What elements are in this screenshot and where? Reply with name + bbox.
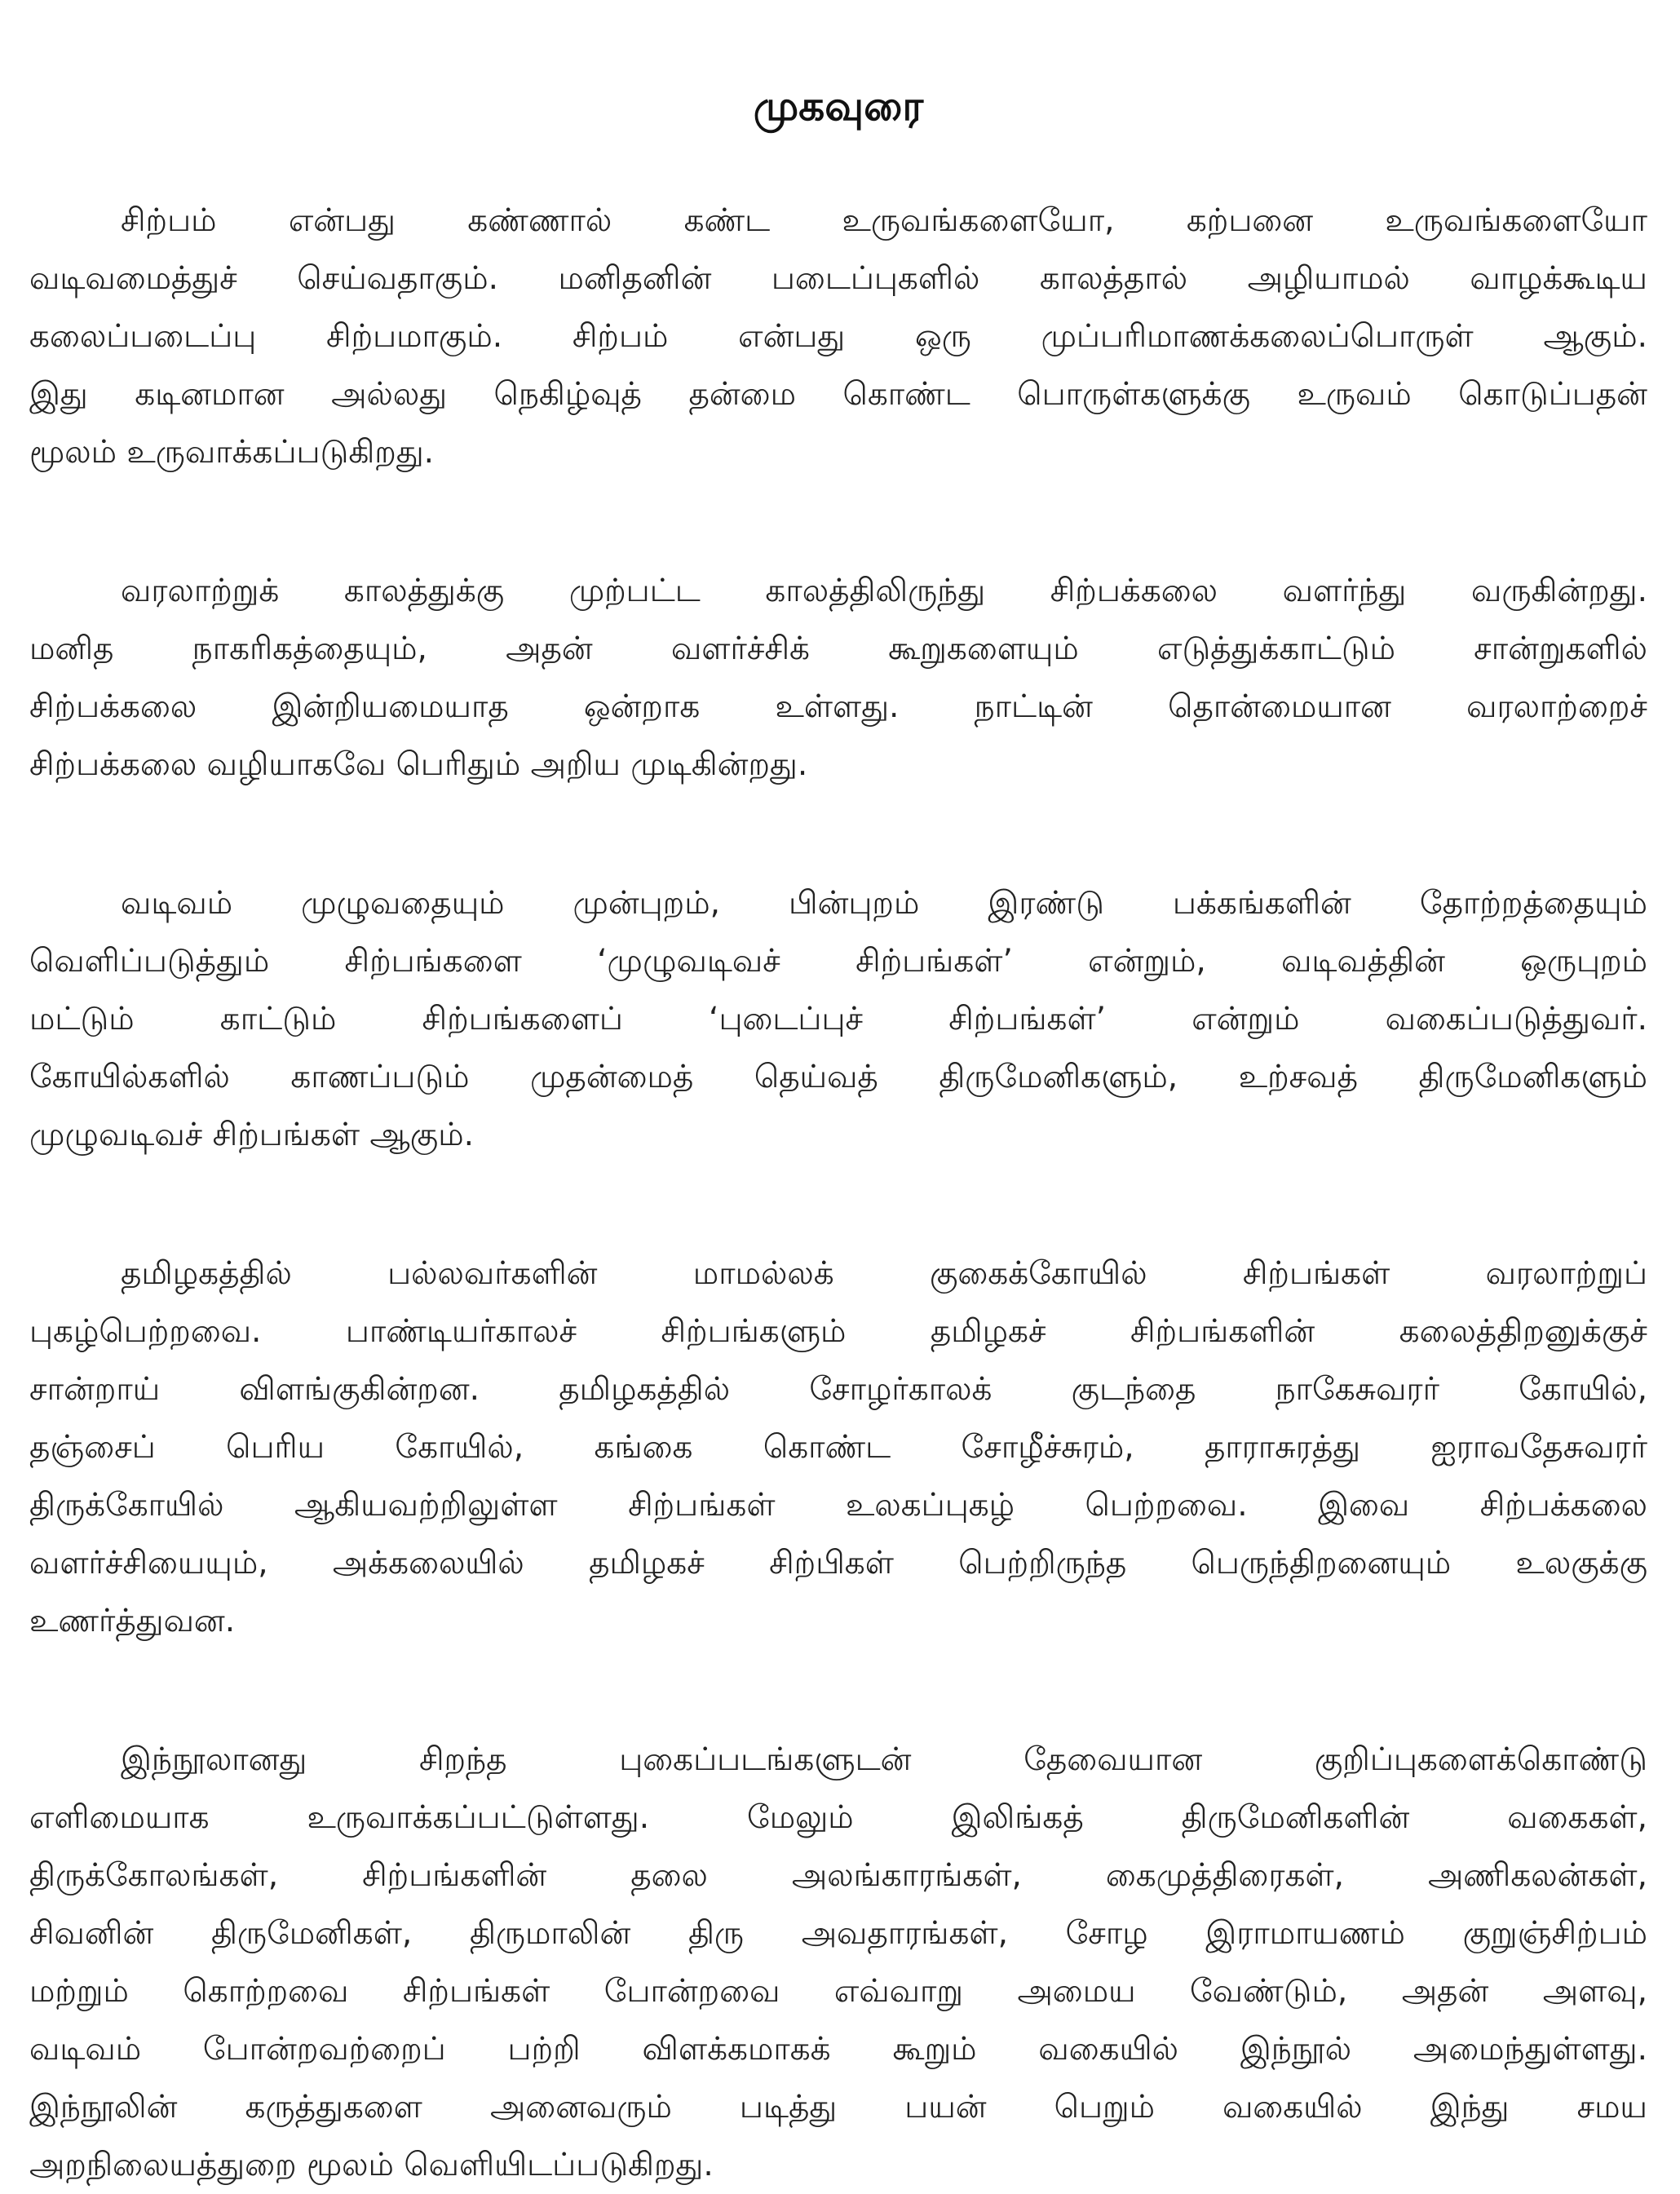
text-line: அறநிலையத்துறை மூலம் வெளியிடப்படுகிறது. [29,2147,714,2183]
text-line: இது கடினமான அல்லது நெகிழ்வுத் தன்மை கொண்ட பொருள்களுக்கு உருவம் கொடுப்பதன் [29,376,1647,413]
text-line: திருக்கோயில் ஆகியவற்றிலுள்ள சிற்பங்கள் உலகப்புகழ் பெற்றவை. இவை சிற்பக்கலை [29,1487,1647,1524]
text-line: கலைப்படைப்பு சிற்பமாகும். சிற்பம் என்பது ஒரு முப்பரிமாணக்கலைப்பொருள் ஆகும். [29,318,1647,355]
text-line: முழுவடிவச் சிற்பங்கள் ஆகும். [29,1117,474,1153]
paragraph-2 [29,562,1647,794]
text-line: தமிழகத்தில் பல்லவர்களின் மாமல்லக் குகைக்கோயில் சிற்பங்கள் வரலாற்றுப் [121,1255,1647,1292]
paragraph-3 [29,874,1647,1164]
text-line: சான்றாய் விளங்குகின்றன. தமிழகத்தில் சோழர்காலக் குடந்தை நாகேசுவரர் கோயில், [29,1371,1647,1408]
text-line: மட்டும் காட்டும் சிற்பங்களைப் ‘புடைப்புச் சிற்பங்கள்’ என்றும் வகைப்படுத்துவர். [29,1001,1647,1037]
text-line: மற்றும் கொற்றவை சிற்பங்கள் போன்றவை எவ்வாறு அமைய வேண்டும், அதன் அளவு, [29,1973,1647,2010]
text-line: சிற்பக்கலை இன்றியமையாத ஒன்றாக உள்ளது. நாட்டின் தொன்மையான வரலாற்றைச் [29,688,1647,725]
text-line: இந்நூலானது சிறந்த புகைப்படங்களுடன் தேவையான குறிப்புகளைக்கொண்டு [121,1741,1647,1778]
text-line: வடிவமைத்துச் செய்வதாகும். மனிதனின் படைப்புகளில் காலத்தால் அழியாமல் வாழக்கூடிய [29,260,1647,297]
text-line: வடிவம் முழுவதையும் முன்புறம், பின்புறம் இரண்டு பக்கங்களின் தோற்றத்தையும் [121,885,1647,922]
body-text [29,192,1647,2194]
text-line: வளர்ச்சியையும், அக்கலையில் தமிழகச் சிற்பிகள் பெற்றிருந்த பெருந்திறனையும் உலகுக்கு [29,1545,1647,1581]
text-line: இந்நூலின் கருத்துகளை அனைவரும் படித்து பயன் பெறும் வகையில் இந்து சமய [29,2089,1647,2125]
text-line: சிவனின் திருமேனிகள், திருமாலின் திரு அவதாரங்கள், சோழ இராமாயணம் குறுஞ்சிற்பம் [29,1915,1647,1952]
paragraph-5 [29,1731,1647,2194]
text-line: மனித நாகரிகத்தையும், அதன் வளர்ச்சிக் கூறுகளையும் எடுத்துக்காட்டும் சான்றுகளில் [29,630,1647,667]
paragraph-1 [29,192,1647,481]
text-line: சிற்பக்கலை வழியாகவே பெரிதும் அறிய முடிகின்றது. [29,746,808,783]
page-title: முகவுரை [753,82,924,130]
text-line: வரலாற்றுக் காலத்துக்கு முற்பட்ட காலத்திலிருந்து சிற்பக்கலை வளர்ந்து வருகின்றது. [121,573,1647,609]
text-line: திருக்கோலங்கள், சிற்பங்களின் தலை அலங்காரங்கள், கைமுத்திரைகள், அணிகலன்கள், [29,1857,1647,1894]
text-line: எளிமையாக உருவாக்கப்பட்டுள்ளது. மேலும் இலிங்கத் திருமேனிகளின் வகைகள், [29,1799,1647,1836]
text-line: தஞ்சைப் பெரிய கோயில், கங்கை கொண்ட சோழீச்சுரம், தாராசுரத்து ஐராவதேசுவரர் [29,1429,1647,1466]
text-line: கோயில்களில் காணப்படும் முதன்மைத் தெய்வத் திருமேனிகளும், உற்சவத் திருமேனிகளும் [29,1059,1647,1095]
text-line: வெளிப்படுத்தும் சிற்பங்களை ‘முழுவடிவச் சிற்பங்கள்’ என்றும், வடிவத்தின் ஒருபுறம் [29,943,1647,980]
text-line: சிற்பம் என்பது கண்ணால் கண்ட உருவங்களையோ, கற்பனை உருவங்களையோ [121,202,1647,239]
text-line: புகழ்பெற்றவை. பாண்டியர்காலச் சிற்பங்களும் தமிழகச் சிற்பங்களின் கலைத்திறனுக்குச் [29,1313,1647,1350]
paragraph-4 [29,1245,1647,1650]
text-line: வடிவம் போன்றவற்றைப் பற்றி விளக்கமாகக் கூறும் வகையில் இந்நூல் அமைந்துள்ளது. [29,2031,1647,2068]
text-line: உணர்த்துவன. [29,1603,236,1639]
text-line: மூலம் உருவாக்கப்படுகிறது. [29,434,435,471]
